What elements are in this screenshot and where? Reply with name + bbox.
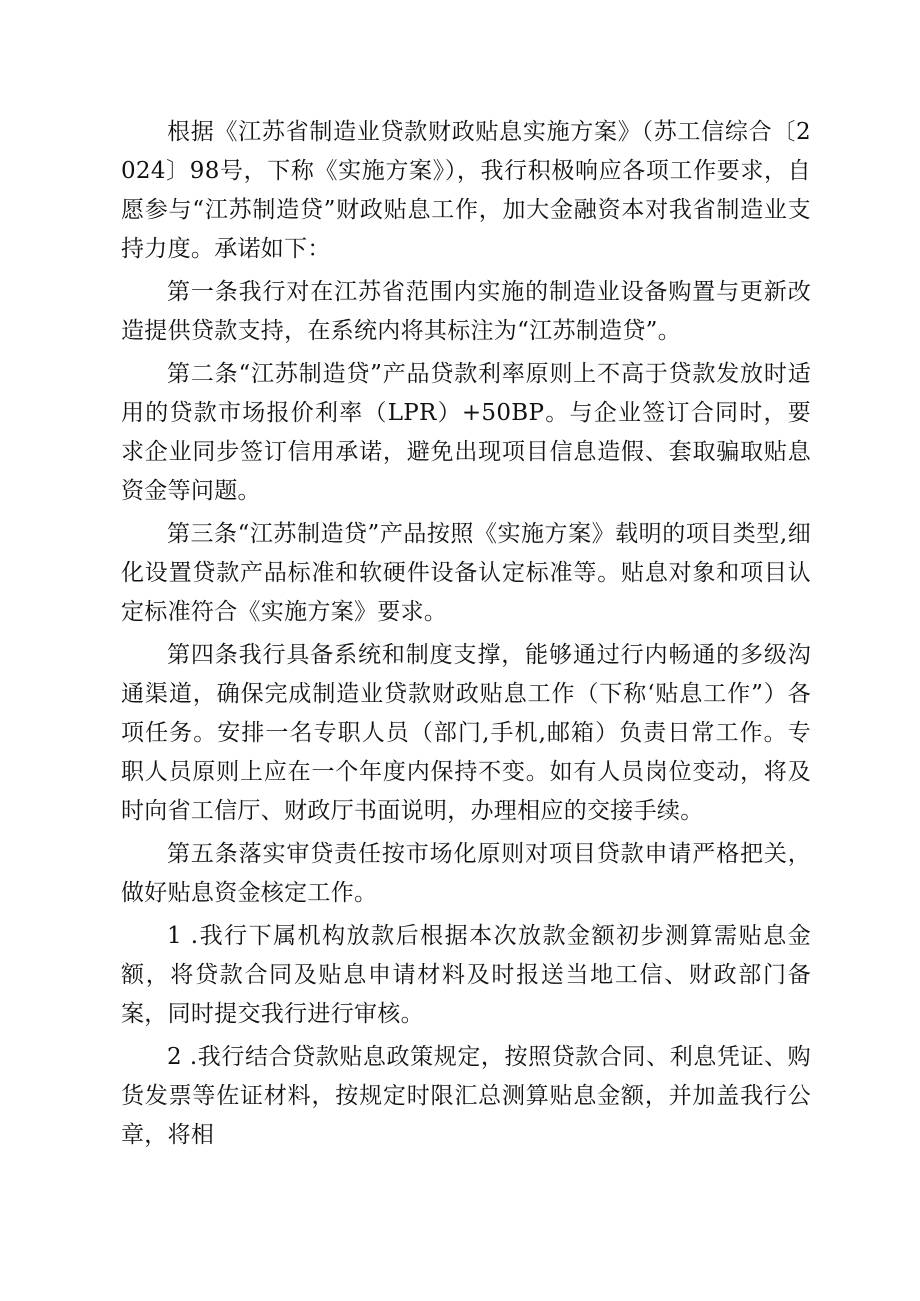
article-3-paragraph: 第三条“江苏制造贷”产品按照《实施方案》载明的项目类型,细化设置贷款产品标准和软硬件设备认定标准等。贴息对象和项目认定标准符合《实施方案》要求。 xyxy=(121,521,811,625)
article-5-item-2: 2 .我行结合贷款贴息政策规定，按照贷款合同、利息凭证、购货发票等佐证材料，按规定时限汇总测算贴息金额，并加盖我行公章，将相 xyxy=(121,1044,811,1148)
intro-paragraph: 根据《江苏省制造业贷款财政贴息实施方案》（苏工信综合〔2024〕98号，下称《实施方案》），我行积极响应各项工作要求，自愿参与“江苏制造贷”财政贴息工作，加大金融资本对我省制造业支持力度。承诺如下： xyxy=(121,119,811,262)
article-4-paragraph: 第四条我行具备系统和制度支撑，能够通过行内畅通的多级沟通渠道，确保完成制造业贷款财政贴息工作（下称‘贴息工作”）各项任务。安排一名专职人员（部门,手机,邮箱）负责日常工作。专职人员原则上应在一个年度内保持不变。如有人员岗位变动，将及时向省工信厅、财政厅书面说明，办理相应的交接手续。 xyxy=(121,642,811,824)
document-body xyxy=(121,113,811,1159)
article-1-paragraph: 第一条我行对在江苏省范围内实施的制造业设备购置与更新改造提供贷款支持，在系统内将其标注为“江苏制造贷”。 xyxy=(121,279,811,344)
article-5-item-1: 1 .我行下属机构放款后根据本次放款金额初步测算需贴息金额，将贷款合同及贴息申请材料及时报送当地工信、财政部门备案，同时提交我行进行审核。 xyxy=(121,923,811,1027)
article-2-paragraph: 第二条“江苏制造贷”产品贷款利率原则上不高于贷款发放时适用的贷款市场报价利率（LPR）+50BP。与企业签订合同时，要求企业同步签订信用承诺，避免出现项目信息造假、套取骗取贴息资金等问题。 xyxy=(121,361,811,504)
article-5-paragraph: 第五条落实审贷责任按市场化原则对项目贷款申请严格把关，做好贴息资金核定工作。 xyxy=(121,841,811,906)
